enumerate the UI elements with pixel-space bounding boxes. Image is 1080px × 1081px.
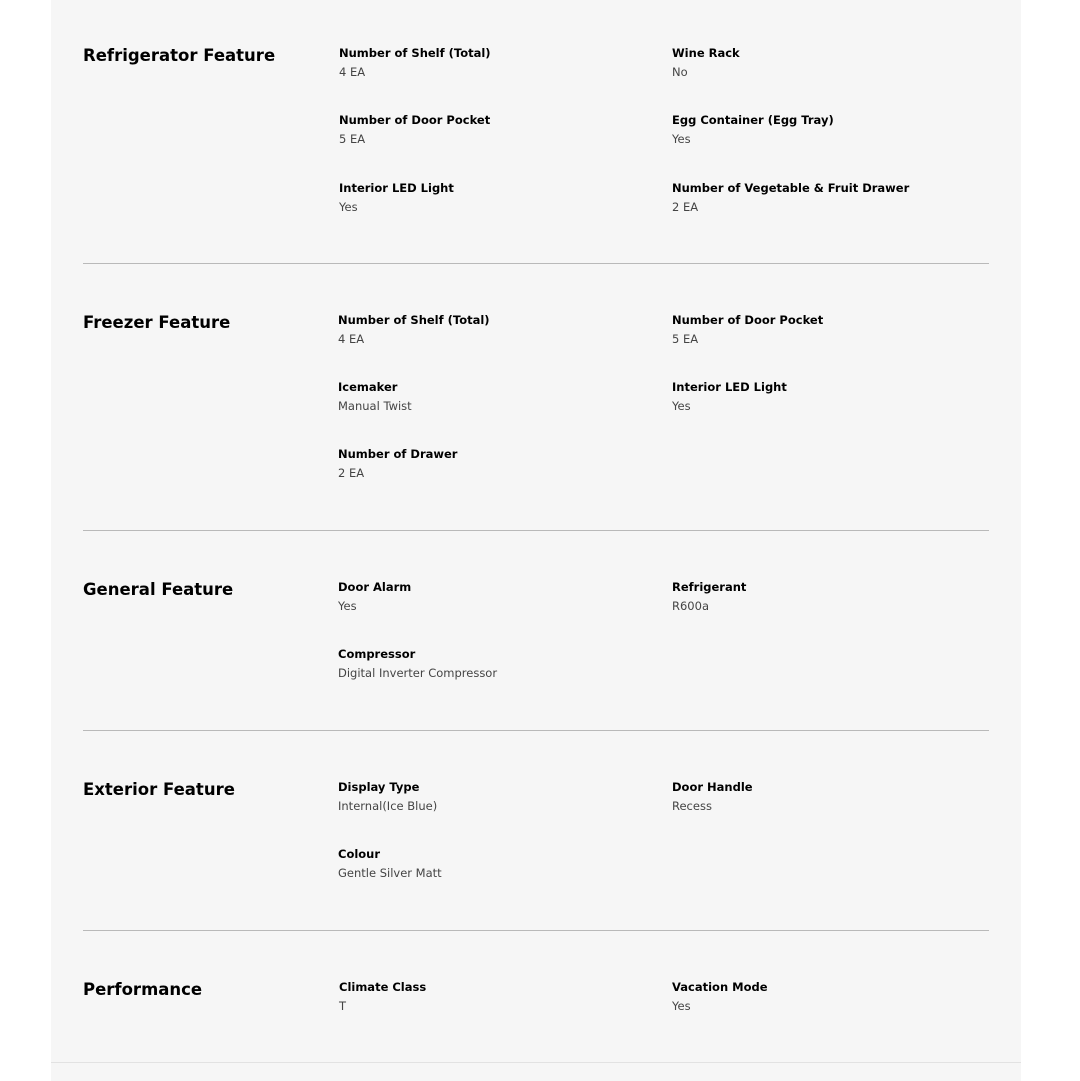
spec-item — [672, 780, 972, 813]
spec-item — [339, 181, 639, 214]
spec-item — [672, 580, 972, 613]
spec-label: Display Type — [338, 780, 420, 794]
spec-label: Interior LED Light — [339, 181, 454, 195]
spec-value: Digital Inverter Compressor — [338, 666, 498, 680]
section-divider — [83, 930, 989, 931]
section-title: Performance — [83, 980, 203, 999]
spec-item — [338, 580, 638, 613]
spec-item — [672, 980, 972, 1013]
spec-value: No — [672, 65, 688, 79]
spec-label: Interior LED Light — [672, 380, 787, 394]
spec-value: 5 EA — [672, 332, 699, 346]
spec-label: Climate Class — [339, 980, 427, 994]
spec-item — [672, 313, 972, 346]
spec-value: Recess — [672, 799, 712, 813]
section-divider — [83, 263, 989, 264]
spec-value: Manual Twist — [338, 399, 412, 413]
spec-value: Yes — [338, 599, 357, 613]
spec-value: R600a — [672, 599, 709, 613]
panel-footer-strip — [51, 1062, 1021, 1081]
spec-label: Number of Shelf (Total) — [339, 46, 491, 60]
spec-value: 2 EA — [338, 466, 365, 480]
spec-item — [672, 113, 972, 146]
spec-label: Refrigerant — [672, 580, 747, 594]
spec-label: Colour — [338, 847, 381, 861]
spec-item — [338, 380, 638, 413]
spec-item — [672, 380, 972, 413]
spec-item — [338, 647, 638, 680]
spec-value: Gentle Silver Matt — [338, 866, 442, 880]
spec-value: 4 EA — [339, 65, 366, 79]
spec-label: Door Handle — [672, 780, 753, 794]
spec-label: Wine Rack — [672, 46, 740, 60]
spec-item — [338, 447, 638, 480]
spec-item — [338, 313, 638, 346]
section-title: General Feature — [83, 580, 234, 599]
spec-item — [339, 46, 639, 79]
section-divider — [83, 730, 989, 731]
spec-value: Internal(Ice Blue) — [338, 799, 438, 813]
spec-value: Yes — [672, 999, 691, 1013]
section-title: Exterior Feature — [83, 780, 235, 799]
spec-label: Number of Door Pocket — [672, 313, 824, 327]
section-title: Freezer Feature — [83, 313, 231, 332]
spec-label: Compressor — [338, 647, 416, 661]
spec-value: 5 EA — [339, 132, 366, 146]
spec-label: Egg Container (Egg Tray) — [672, 113, 834, 127]
spec-value: Yes — [339, 200, 358, 214]
spec-value: Yes — [672, 399, 691, 413]
spec-item — [672, 46, 972, 79]
section-divider — [83, 530, 989, 531]
section-title: Refrigerator Feature — [83, 46, 276, 65]
spec-item — [338, 780, 638, 813]
spec-item — [339, 113, 639, 146]
spec-label: Icemaker — [338, 380, 398, 394]
spec-item — [672, 181, 972, 214]
spec-label: Number of Door Pocket — [339, 113, 491, 127]
specs-panel — [51, 0, 1021, 1062]
spec-label: Number of Shelf (Total) — [338, 313, 490, 327]
spec-value: Yes — [672, 132, 691, 146]
spec-label: Vacation Mode — [672, 980, 768, 994]
spec-label: Door Alarm — [338, 580, 412, 594]
spec-item — [339, 980, 639, 1013]
spec-value: 2 EA — [672, 200, 699, 214]
spec-label: Number of Vegetable & Fruit Drawer — [672, 181, 910, 195]
spec-item — [338, 847, 638, 880]
spec-value: 4 EA — [338, 332, 365, 346]
spec-label: Number of Drawer — [338, 447, 458, 461]
spec-value: T — [339, 999, 347, 1013]
